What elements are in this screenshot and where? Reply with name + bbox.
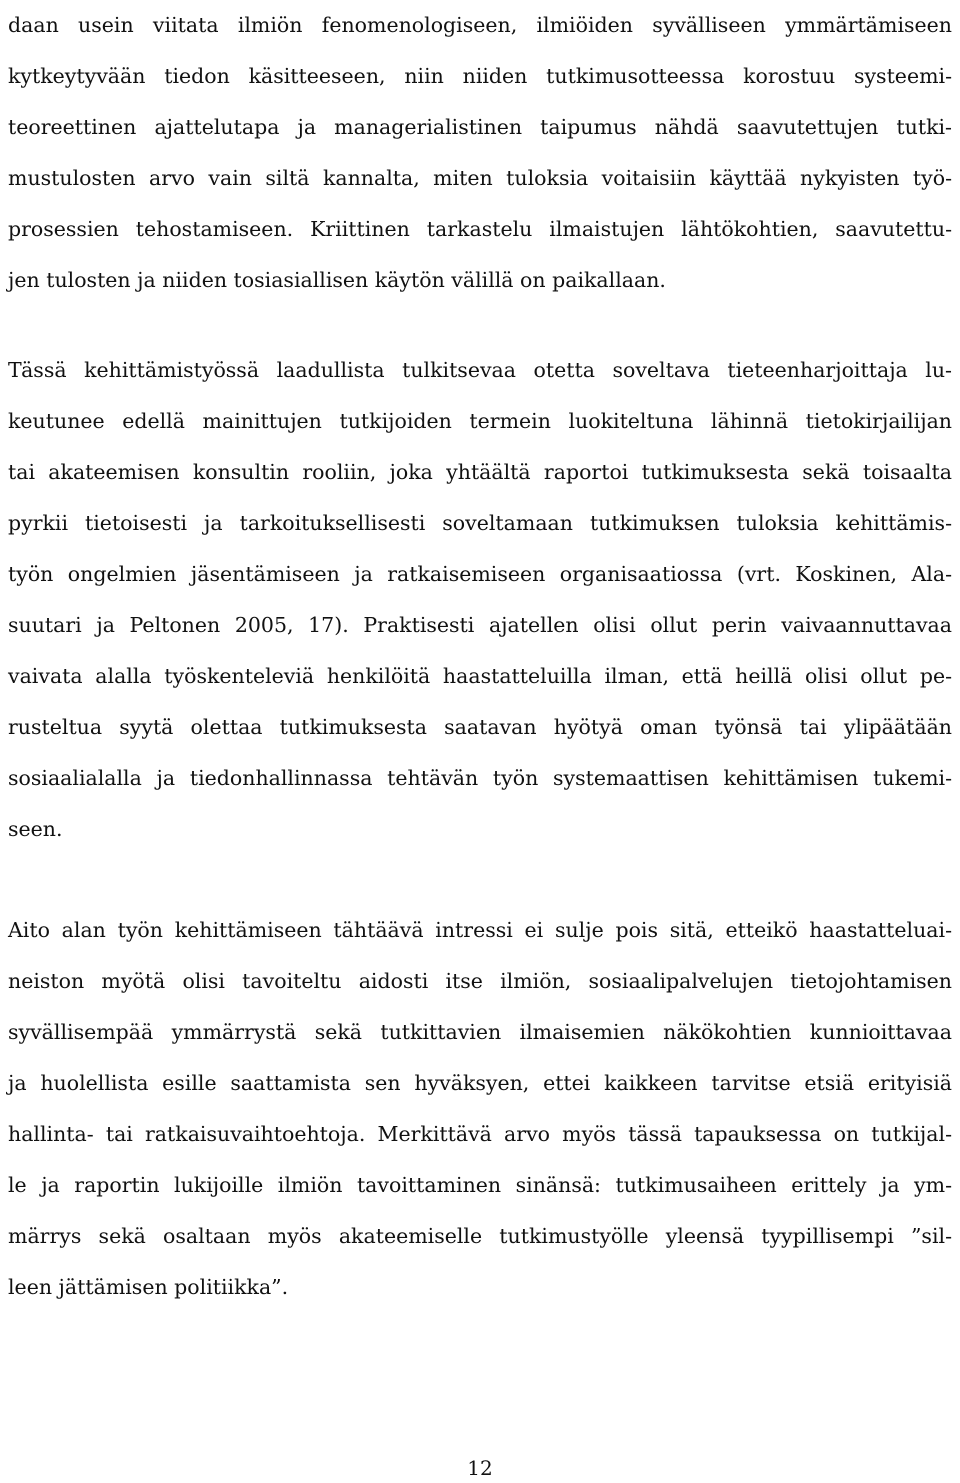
text-line: sosiaalialalla ja tiedonhallinnassa tehtävän työn systemaattisen kehittämisen tukemi- (8, 766, 952, 790)
text-line: pyrkii tietoisesti ja tarkoituksellisesti soveltamaan tutkimuksen tuloksia kehittämis- (8, 511, 952, 535)
text-line: teoreettinen ajattelutapa ja managerialistinen taipumus nähdä saavutettujen tutki- (8, 115, 952, 139)
text-line: tai akateemisen konsultin rooliin, joka yhtäältä raportoi tutkimuksesta sekä toisaalta (8, 460, 952, 484)
paragraph-2 (8, 345, 952, 855)
text-line: rusteltua syytä olettaa tutkimuksesta saatavan hyötyä oman työnsä tai ylipäätään (8, 715, 952, 739)
page-number: 12 (467, 1456, 493, 1480)
text-line: neiston myötä olisi tavoiteltu aidosti itse ilmiön, sosiaalipalvelujen tietojohtamisen (8, 969, 952, 993)
text-line: le ja raportin lukijoille ilmiön tavoittaminen sinänsä: tutkimusaiheen erittely ja ym- (8, 1173, 952, 1197)
text-line: vaivata alalla työskenteleviä henkilöitä haastatteluilla ilman, että heillä olisi ollut pe- (8, 664, 952, 688)
text-line: leen jättämisen politiikka”. (8, 1275, 289, 1299)
text-line: märrys sekä osaltaan myös akateemiselle tutkimustyölle yleensä tyypillisempi ”sil- (8, 1224, 952, 1248)
text-line: hallinta- tai ratkaisuvaihtoehtoja. Merkittävä arvo myös tässä tapauksessa on tutkijal- (8, 1122, 952, 1146)
text-line: Tässä kehittämistyössä laadullista tulkitsevaa otetta soveltava tieteenharjoittaja lu- (8, 358, 952, 382)
text-line: daan usein viitata ilmiön fenomenologiseen, ilmiöiden syvälliseen ymmärtämiseen (8, 13, 952, 37)
paragraph-1 (8, 0, 952, 306)
text-line: Aito alan työn kehittämiseen tähtäävä intressi ei sulje pois sitä, etteikö haastatteluai- (8, 918, 952, 942)
text-line: kytkeytyvään tiedon käsitteeseen, niin niiden tutkimusotteessa korostuu systeemi- (8, 64, 952, 88)
text-line: keutunee edellä mainittujen tutkijoiden termein luokiteltuna lähinnä tietokirjailijan (8, 409, 952, 433)
paragraph-3 (8, 905, 952, 1313)
text-line: mustulosten arvo vain siltä kannalta, miten tuloksia voitaisiin käyttää nykyisten työ- (8, 166, 952, 190)
text-line: syvällisempää ymmärrystä sekä tutkittavien ilmaisemien näkökohtien kunnioittavaa (8, 1020, 952, 1044)
text-line: jen tulosten ja niiden tosiasiallisen käytön välillä on paikallaan. (8, 268, 666, 292)
text-line: työn ongelmien jäsentämiseen ja ratkaisemiseen organisaatiossa (vrt. Koskinen, Ala- (8, 562, 952, 586)
text-line: suutari ja Peltonen 2005, 17). Praktisesti ajatellen olisi ollut perin vaivaannuttavaa (8, 613, 952, 637)
text-line: ja huolellista esille saattamista sen hyväksyen, ettei kaikkeen tarvitse etsiä erityisiä (8, 1071, 952, 1095)
text-line: seen. (8, 817, 63, 841)
text-line: prosessien tehostamiseen. Kriittinen tarkastelu ilmaistujen lähtökohtien, saavutettu- (8, 217, 952, 241)
